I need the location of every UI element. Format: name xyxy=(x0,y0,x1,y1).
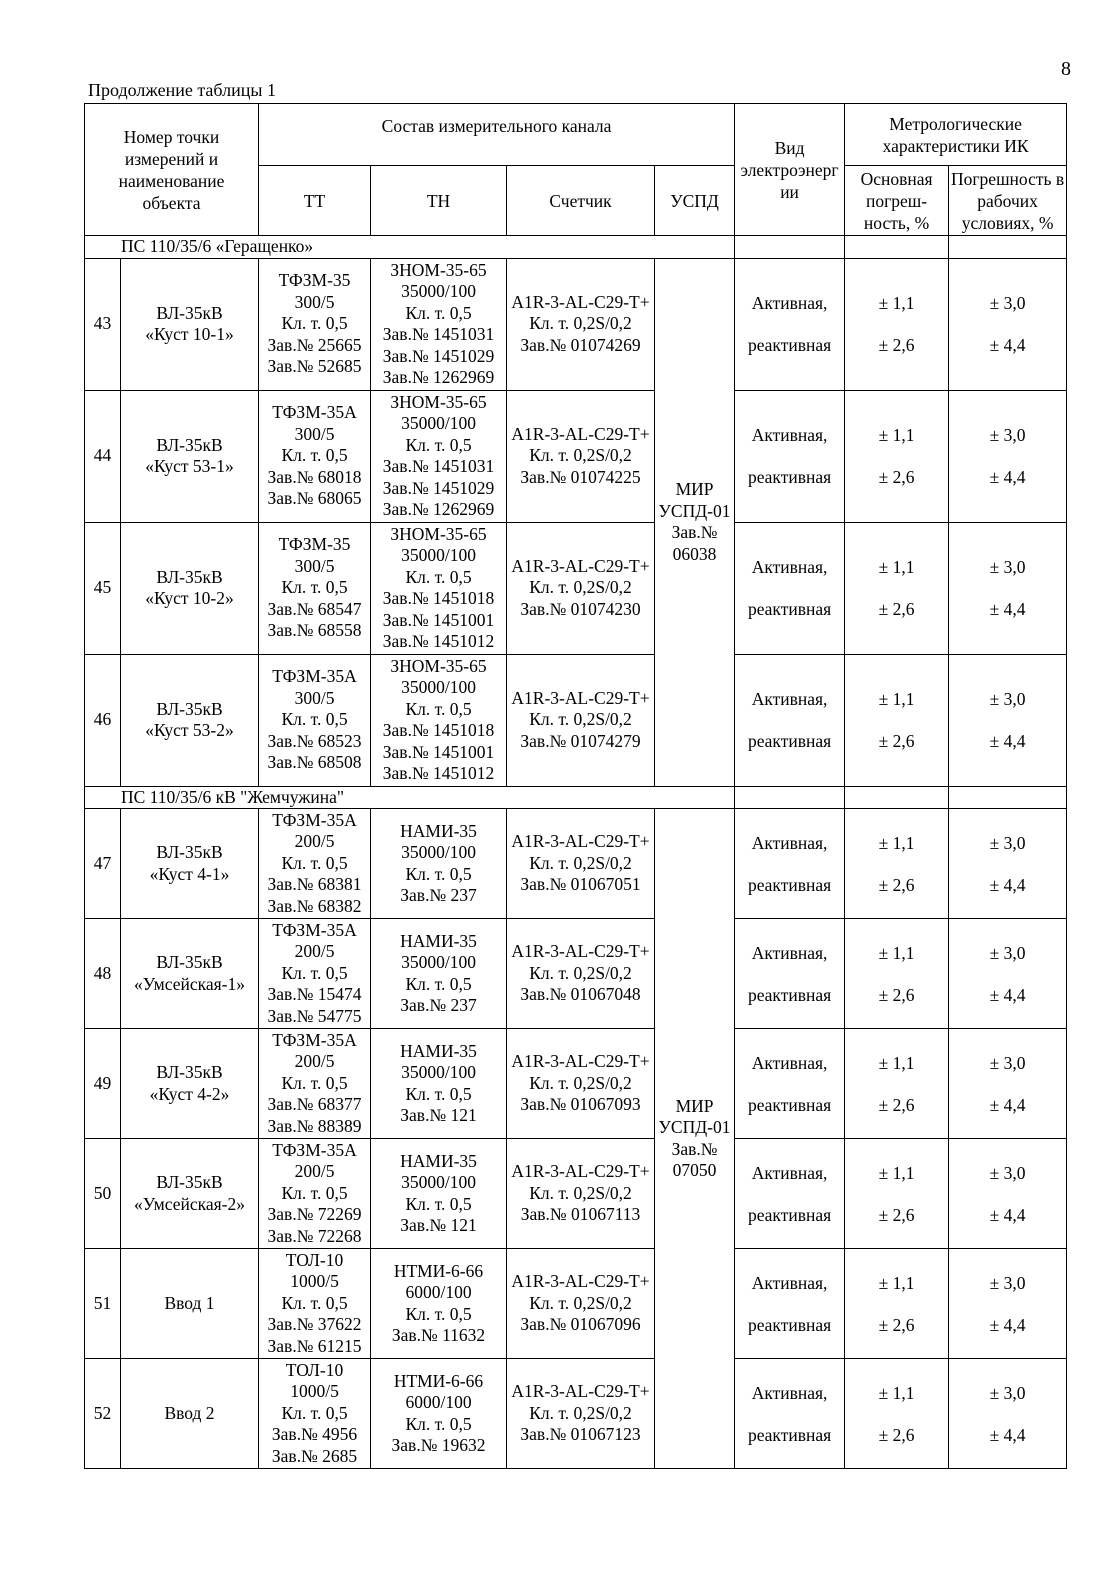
table-row xyxy=(85,1139,1067,1249)
row-energy-type: Активная, реактивная xyxy=(735,1249,845,1359)
row-object: ВЛ-35кВ «Куст 4-2» xyxy=(121,1029,259,1139)
section-title: ПС 110/35/6 «Геращенко» xyxy=(85,236,735,259)
row-work-error: ± 3,0 ± 4,4 xyxy=(949,1359,1067,1469)
row-meter: A1R-3-AL-C29-T+ Кл. т. 0,2S/0,2 Зав.№ 01067123 xyxy=(507,1359,655,1469)
row-energy-type: Активная, реактивная xyxy=(735,258,845,390)
row-number: 49 xyxy=(85,1029,121,1139)
header-tt: ТТ xyxy=(259,166,371,236)
row-object: ВЛ-35кВ «Куст 4-1» xyxy=(121,809,259,919)
row-meter: A1R-3-AL-C29-T+ Кл. т. 0,2S/0,2 Зав.№ 01067051 xyxy=(507,809,655,919)
row-tt: ТОЛ-10 1000/5 Кл. т. 0,5 Зав.№ 37622 Зав.№ 61215 xyxy=(259,1249,371,1359)
row-number: 46 xyxy=(85,654,121,786)
row-number: 51 xyxy=(85,1249,121,1359)
row-object: Ввод 2 xyxy=(121,1359,259,1469)
row-energy-type: Активная, реактивная xyxy=(735,919,845,1029)
table-row xyxy=(85,654,1067,786)
table-row xyxy=(85,1249,1067,1359)
row-meter: A1R-3-AL-C29-T+ Кл. т. 0,2S/0,2 Зав.№ 01074230 xyxy=(507,522,655,654)
table-row xyxy=(85,390,1067,522)
row-meter: A1R-3-AL-C29-T+ Кл. т. 0,2S/0,2 Зав.№ 01067113 xyxy=(507,1139,655,1249)
row-tn: НАМИ-35 35000/100 Кл. т. 0,5 Зав.№ 237 xyxy=(371,809,507,919)
row-object: ВЛ-35кВ «Куст 53-2» xyxy=(121,654,259,786)
row-work-error: ± 3,0 ± 4,4 xyxy=(949,1249,1067,1359)
row-number: 47 xyxy=(85,809,121,919)
row-energy-type: Активная, реактивная xyxy=(735,1139,845,1249)
row-tt: ТФЗМ-35А 200/5 Кл. т. 0,5 Зав.№ 68377 Зав.№ 88389 xyxy=(259,1029,371,1139)
row-meter: A1R-3-AL-C29-T+ Кл. т. 0,2S/0,2 Зав.№ 01074269 xyxy=(507,258,655,390)
row-work-error: ± 3,0 ± 4,4 xyxy=(949,919,1067,1029)
row-meter: A1R-3-AL-C29-T+ Кл. т. 0,2S/0,2 Зав.№ 01074279 xyxy=(507,654,655,786)
row-work-error: ± 3,0 ± 4,4 xyxy=(949,258,1067,390)
row-basic-error: ± 1,1 ± 2,6 xyxy=(845,1029,949,1139)
row-basic-error: ± 1,1 ± 2,6 xyxy=(845,919,949,1029)
header-point: Номер точки измерений и наименование объекта xyxy=(85,104,259,236)
header-basic-error: Основная погреш- ность, % xyxy=(845,166,949,236)
row-meter: A1R-3-AL-C29-T+ Кл. т. 0,2S/0,2 Зав.№ 01067048 xyxy=(507,919,655,1029)
row-tt: ТФЗМ-35А 300/5 Кл. т. 0,5 Зав.№ 68523 Зав.№ 68508 xyxy=(259,654,371,786)
row-tn: ЗНОМ-35-65 35000/100 Кл. т. 0,5 Зав.№ 1451018 Зав.№ 1451001 Зав.№ 1451012 xyxy=(371,654,507,786)
table-row xyxy=(85,809,1067,919)
table-row xyxy=(85,258,1067,390)
row-tt: ТФЗМ-35 300/5 Кл. т. 0,5 Зав.№ 25665 Зав.№ 52685 xyxy=(259,258,371,390)
row-object: ВЛ-35кВ «Куст 53-1» xyxy=(121,390,259,522)
row-energy-type: Активная, реактивная xyxy=(735,522,845,654)
table-row xyxy=(85,919,1067,1029)
row-basic-error: ± 1,1 ± 2,6 xyxy=(845,1359,949,1469)
table-row xyxy=(85,1359,1067,1469)
row-work-error: ± 3,0 ± 4,4 xyxy=(949,1029,1067,1139)
page-number: 8 xyxy=(1061,58,1071,80)
row-energy-type: Активная, реактивная xyxy=(735,390,845,522)
header-composition: Состав измерительного канала xyxy=(259,104,735,166)
row-number: 48 xyxy=(85,919,121,1029)
row-tn: НАМИ-35 35000/100 Кл. т. 0,5 Зав.№ 121 xyxy=(371,1029,507,1139)
row-number: 52 xyxy=(85,1359,121,1469)
measurement-table xyxy=(84,103,1067,1469)
row-tt: ТФЗМ-35А 200/5 Кл. т. 0,5 Зав.№ 72269 Зав.№ 72268 xyxy=(259,1139,371,1249)
row-number: 43 xyxy=(85,258,121,390)
row-tt: ТФЗМ-35 300/5 Кл. т. 0,5 Зав.№ 68547 Зав.№ 68558 xyxy=(259,522,371,654)
row-tn: ЗНОМ-35-65 35000/100 Кл. т. 0,5 Зав.№ 1451031 Зав.№ 1451029 Зав.№ 1262969 xyxy=(371,258,507,390)
row-number: 50 xyxy=(85,1139,121,1249)
row-work-error: ± 3,0 ± 4,4 xyxy=(949,522,1067,654)
table-row xyxy=(85,522,1067,654)
row-meter: A1R-3-AL-C29-T+ Кл. т. 0,2S/0,2 Зав.№ 01067096 xyxy=(507,1249,655,1359)
section-title: ПС 110/35/6 кВ "Жемчужина" xyxy=(85,786,735,809)
row-basic-error: ± 1,1 ± 2,6 xyxy=(845,522,949,654)
row-basic-error: ± 1,1 ± 2,6 xyxy=(845,258,949,390)
row-tn: ЗНОМ-35-65 35000/100 Кл. т. 0,5 Зав.№ 1451031 Зав.№ 1451029 Зав.№ 1262969 xyxy=(371,390,507,522)
row-work-error: ± 3,0 ± 4,4 xyxy=(949,654,1067,786)
row-object: ВЛ-35кВ «Куст 10-2» xyxy=(121,522,259,654)
row-work-error: ± 3,0 ± 4,4 xyxy=(949,1139,1067,1249)
row-object: ВЛ-35кВ «Умсейская-1» xyxy=(121,919,259,1029)
row-meter: A1R-3-AL-C29-T+ Кл. т. 0,2S/0,2 Зав.№ 01074225 xyxy=(507,390,655,522)
row-tt: ТФЗМ-35А 300/5 Кл. т. 0,5 Зав.№ 68018 Зав.№ 68065 xyxy=(259,390,371,522)
row-energy-type: Активная, реактивная xyxy=(735,809,845,919)
row-tt: ТФЗМ-35А 200/5 Кл. т. 0,5 Зав.№ 15474 Зав.№ 54775 xyxy=(259,919,371,1029)
row-tt: ТОЛ-10 1000/5 Кл. т. 0,5 Зав.№ 4956 Зав.№ 2685 xyxy=(259,1359,371,1469)
header-energy-type: Вид электроэнерг ии xyxy=(735,104,845,236)
row-tn: НАМИ-35 35000/100 Кл. т. 0,5 Зав.№ 121 xyxy=(371,1139,507,1249)
row-object: Ввод 1 xyxy=(121,1249,259,1359)
row-work-error: ± 3,0 ± 4,4 xyxy=(949,809,1067,919)
header-metrology: Метрологические характеристики ИК xyxy=(845,104,1067,166)
row-work-error: ± 3,0 ± 4,4 xyxy=(949,390,1067,522)
row-tt: ТФЗМ-35А 200/5 Кл. т. 0,5 Зав.№ 68381 Зав.№ 68382 xyxy=(259,809,371,919)
row-basic-error: ± 1,1 ± 2,6 xyxy=(845,654,949,786)
row-basic-error: ± 1,1 ± 2,6 xyxy=(845,809,949,919)
row-object: ВЛ-35кВ «Умсейская-2» xyxy=(121,1139,259,1249)
header-meter: Счетчик xyxy=(507,166,655,236)
row-basic-error: ± 1,1 ± 2,6 xyxy=(845,1249,949,1359)
row-energy-type: Активная, реактивная xyxy=(735,1359,845,1469)
header-work-error: Погрешность в рабочих условиях, % xyxy=(949,166,1067,236)
row-uspd: МИР УСПД-01 Зав.№ 06038 xyxy=(655,258,735,786)
row-meter: A1R-3-AL-C29-T+ Кл. т. 0,2S/0,2 Зав.№ 01067093 xyxy=(507,1029,655,1139)
row-tn: НАМИ-35 35000/100 Кл. т. 0,5 Зав.№ 237 xyxy=(371,919,507,1029)
row-energy-type: Активная, реактивная xyxy=(735,654,845,786)
header-tn: ТН xyxy=(371,166,507,236)
row-tn: ЗНОМ-35-65 35000/100 Кл. т. 0,5 Зав.№ 1451018 Зав.№ 1451001 Зав.№ 1451012 xyxy=(371,522,507,654)
row-tn: НТМИ-6-66 6000/100 Кл. т. 0,5 Зав.№ 19632 xyxy=(371,1359,507,1469)
row-number: 44 xyxy=(85,390,121,522)
row-tn: НТМИ-6-66 6000/100 Кл. т. 0,5 Зав.№ 11632 xyxy=(371,1249,507,1359)
table-caption: Продолжение таблицы 1 xyxy=(88,80,276,100)
row-basic-error: ± 1,1 ± 2,6 xyxy=(845,390,949,522)
table-row xyxy=(85,1029,1067,1139)
row-uspd: МИР УСПД-01 Зав.№ 07050 xyxy=(655,809,735,1469)
row-basic-error: ± 1,1 ± 2,6 xyxy=(845,1139,949,1249)
header-uspd: УСПД xyxy=(655,166,735,236)
row-number: 45 xyxy=(85,522,121,654)
row-object: ВЛ-35кВ «Куст 10-1» xyxy=(121,258,259,390)
row-energy-type: Активная, реактивная xyxy=(735,1029,845,1139)
